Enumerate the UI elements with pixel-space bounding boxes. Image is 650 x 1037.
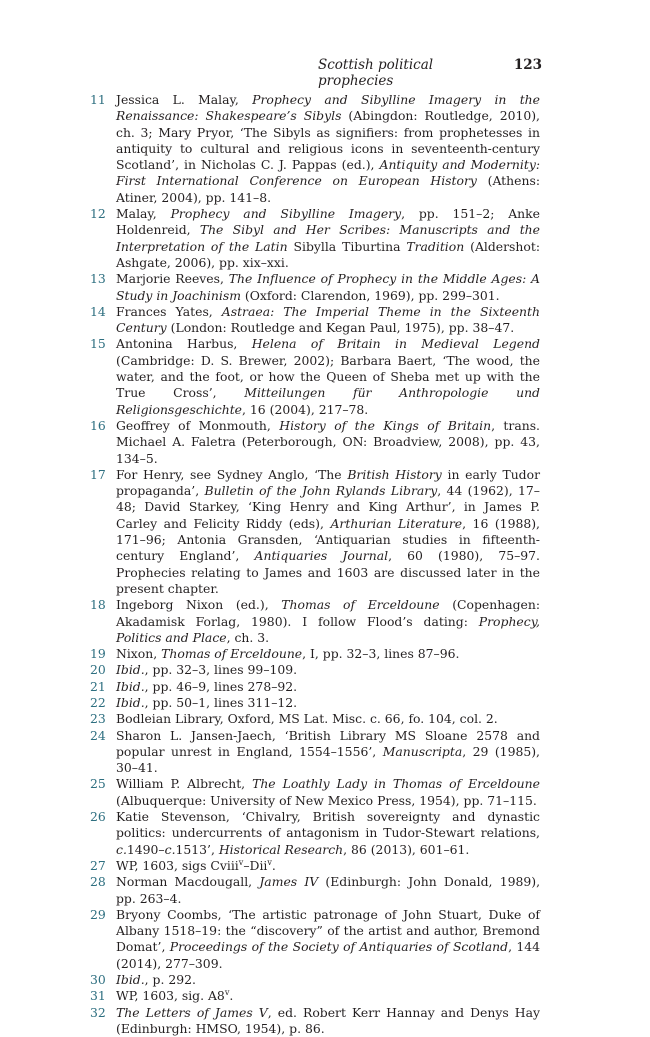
italic-title: Thomas of Erceldoune (161, 646, 303, 662)
italic-title: Historical Research (218, 841, 344, 857)
italic-title: The Letters of James V (116, 1004, 268, 1020)
citation-text: , pp. 50–1, lines 311–12. (144, 694, 298, 710)
endnote (90, 467, 540, 597)
page-number: 123 (513, 57, 542, 73)
endnote-text (116, 662, 540, 678)
citation-text: (Abingdon: Routledge, 2010), ch. 3; Mary Pryor, ‘The Sibyls as signifiers: from prophetesses in antiquity to cultural and religious icons in seventeenth-century Scotland’, in Nicholas C. J. Pappas (ed.), (116, 108, 541, 173)
italic-title: Manuscripta (382, 743, 463, 759)
citation-text: in early Tudor propaganda’, (116, 466, 540, 499)
endnote (90, 206, 540, 271)
italic-title: Ibid. (116, 662, 145, 678)
superscript: v (238, 857, 244, 867)
italic-title: Prophecy and Sibylline Imagery (170, 206, 402, 222)
citation-text: For Henry, see Sydney Anglo, ‘The (116, 466, 348, 482)
endnote-text (116, 679, 540, 695)
endnote (90, 92, 540, 206)
citation-text: , 60 (1980), 75–97. Prophecies relating to James and 1603 are discussed later in the present chapter. (116, 548, 540, 596)
citation-text: , 16 (1988), 171–96; Antonia Gransden, ‘Antiquarian studies in fifteenth-century England’, (116, 515, 540, 564)
italic-title: Arthurian Literature (330, 515, 463, 531)
endnote-text (116, 597, 540, 646)
citation-text: Ingeborg Nixon (ed.), (116, 597, 282, 613)
italic-title: Bulletin of the John Rylands Library (204, 483, 438, 499)
citation-text: 1513’, (175, 841, 219, 857)
endnote-number: 17 (90, 466, 106, 482)
citation-text: , ed. Robert Kerr Hannay and Denys Hay (Edinburgh: HMSO, 1954), p. 86. (116, 1004, 540, 1036)
endnote-number: 30 (90, 972, 106, 988)
endnote-number: 25 (90, 776, 106, 792)
italic-title: Antiquity and Modernity: First International Conference on European History (116, 157, 540, 189)
running-header (318, 57, 542, 89)
citation-text: . (271, 857, 276, 873)
citation-text: Antonina Harbus, (116, 336, 252, 352)
endnote-number: 29 (90, 906, 106, 922)
endnote-text (116, 776, 540, 809)
endnote-text (116, 467, 540, 597)
italic-title: Prophecy and Sibylline Imagery in the Renaissance: Shakespeare’s Sibyls (116, 92, 540, 124)
citation-text: Frances Yates, (116, 303, 222, 319)
citation-text: (Edinburgh: John Donald, 1989), pp. 263–4. (116, 874, 541, 906)
endnote-number: 18 (90, 597, 106, 613)
italic-title: The Loathly Lady in Thomas of Erceldoune (252, 776, 540, 792)
citation-text: , I, pp. 32–3, lines 87–96. (302, 646, 460, 662)
endnote-text (116, 809, 540, 858)
citation-text: Bryony Coombs, ‘The artistic patronage of John Stuart, Duke of Albany 1518–19: the “discovery” of the artist and author, Bremond Domat’, (116, 906, 540, 955)
endnote-number: 11 (90, 92, 106, 107)
endnote (90, 304, 540, 337)
endnote-text (116, 988, 540, 1004)
citation-text: , pp. 32–3, lines 99–109. (144, 662, 298, 678)
endnote-number: 32 (90, 1004, 106, 1020)
endnote-text (116, 336, 540, 417)
citation-text: WP, 1603, sigs Cviii (116, 857, 239, 873)
endnote (90, 972, 540, 988)
citation-text: William P. Albrecht, (116, 776, 253, 792)
endnote-text (116, 92, 540, 206)
endnote-text (116, 907, 540, 972)
citation-text: (Oxford: Clarendon, 1969), pp. 299–301. (240, 287, 500, 303)
endnote-number: 31 (90, 988, 106, 1004)
endnote-number: 19 (90, 646, 106, 662)
citation-text: (Copenhagen: Akadamisk Forlag, 1980). I follow Flood’s dating: (116, 597, 541, 629)
endnote-number: 15 (90, 336, 106, 352)
italic-title: Thomas of Erceldoune (281, 597, 440, 613)
endnote-text (116, 728, 540, 777)
italic-title: Prophecy, Politics and Place (116, 613, 540, 645)
endnotes-list (90, 92, 540, 1037)
citation-text: , 144 (2014), 277–309. (116, 939, 541, 971)
endnote (90, 271, 540, 304)
italic-title: The Influence of Prophecy in the Middle Ages: A Study in Joachinism (116, 271, 540, 303)
endnote-number: 27 (90, 857, 106, 873)
italic-title: Proceedings of the Society of Antiquaries of Scotland (169, 939, 509, 955)
running-title: Scottish political prophecies (318, 57, 434, 89)
italic-title: British History (347, 466, 442, 482)
endnote (90, 679, 540, 695)
italic-title: Ibid. (116, 694, 145, 710)
endnote (90, 874, 540, 907)
endnote (90, 1005, 540, 1037)
endnote-number: 13 (90, 271, 106, 287)
endnote-text (116, 304, 540, 337)
citation-text: Norman Macdougall, (116, 874, 260, 890)
citation-text: Nixon, (116, 646, 162, 662)
citation-text: , trans. Michael A. Faletra (Peterborough, ON: Broadview, 2008), pp. 43, 134–5. (116, 417, 540, 466)
citation-text: (Athens: Atiner, 2004), pp. 141–8. (116, 173, 540, 205)
endnote-number: 16 (90, 417, 106, 433)
citation-text: 1490– (126, 841, 165, 857)
italic-title: c. (164, 841, 176, 857)
italic-title: James IV (259, 874, 319, 890)
endnote-number: 26 (90, 809, 106, 825)
endnote (90, 728, 540, 777)
endnote-text (116, 858, 540, 874)
endnote (90, 418, 540, 467)
endnote-text (116, 646, 540, 662)
citation-text: . (229, 988, 234, 1004)
endnote-number: 21 (90, 678, 106, 694)
italic-title: Astraea: The Imperial Theme in the Sixteenth Century (116, 303, 540, 336)
endnote (90, 711, 540, 727)
citation-text: (Albuquerque: University of New Mexico Press, 1954), pp. 71–115. (116, 792, 537, 808)
endnote-number: 12 (90, 206, 106, 222)
citation-text: WP, 1603, sig. A8 (116, 988, 225, 1004)
endnote-text (116, 1005, 540, 1037)
italic-title: Ibid. (116, 678, 145, 694)
endnote (90, 646, 540, 662)
endnote-text (116, 418, 540, 467)
citation-text: Bodleian Library, Oxford, MS Lat. Misc. c. 66, fo. 104, col. 2. (116, 711, 498, 727)
italic-title: Antiquaries Journal (254, 548, 389, 564)
citation-text: (Cambridge: D. S. Brewer, 2002); Barbara Baert, ‘The wood, the water, and the foot, or how the Queen of Sheba met up with the True Cross’, (116, 352, 540, 401)
italic-title: c. (116, 841, 127, 857)
citation-text: , p. 292. (144, 972, 196, 988)
endnote (90, 662, 540, 678)
endnote-text (116, 711, 540, 727)
citation-text: (Aldershot: Ashgate, 2006), pp. xix–xxi. (116, 238, 540, 270)
citation-text: Jessica L. Malay, (116, 92, 253, 107)
citation-text: Malay, (116, 206, 171, 222)
citation-text: (London: Routledge and Kegan Paul, 1975), pp. 38–47. (166, 320, 515, 336)
citation-text: , 44 (1962), 17–48; David Starkey, ‘King Henry and King Arthur’, in James P. Carley and Felicity Riddy (eds), (116, 483, 540, 531)
endnote (90, 858, 540, 874)
endnote-number: 24 (90, 727, 106, 743)
citation-text: , ch. 3. (226, 629, 270, 645)
citation-text: Geoffrey of Monmouth, (116, 417, 280, 433)
citation-text: Sibylla Tiburtina (287, 238, 407, 254)
endnote (90, 809, 540, 858)
superscript: v (224, 988, 230, 998)
endnote-number: 28 (90, 874, 106, 890)
endnote-number: 23 (90, 711, 106, 727)
endnote-text (116, 874, 540, 907)
endnote (90, 988, 540, 1004)
citation-text: Sharon L. Jansen-Jaech, ‘British Library MS Sloane 2578 and popular unrest in England, 1554–1556’, (116, 727, 540, 759)
citation-text: Katie Stevenson, ‘Chivalry, British sovereignty and dynastic politics: undercurrents of antagonism in Tudor-Stewart relations, (116, 809, 540, 841)
endnote-text (116, 695, 540, 711)
citation-text: , pp. 46–9, lines 278–92. (144, 678, 298, 694)
citation-text: , 29 (1985), 30–41. (116, 743, 540, 776)
endnote-number: 14 (90, 303, 106, 319)
endnote-number: 20 (90, 662, 106, 678)
endnote (90, 597, 540, 646)
endnote-text (116, 271, 540, 304)
superscript: v (267, 857, 272, 867)
endnote-number: 22 (90, 694, 106, 710)
citation-text: , 86 (2013), 601–61. (343, 841, 470, 857)
citation-text: Marjorie Reeves, (116, 271, 229, 287)
citation-text: –Dii (243, 857, 268, 873)
italic-title: Helena of Britain in Medieval Legend (251, 336, 540, 352)
endnote (90, 336, 540, 417)
citation-text: , 16 (2004), 217–78. (242, 401, 369, 417)
italic-title: Ibid. (116, 972, 145, 988)
italic-title: Tradition (406, 238, 465, 254)
citation-text: , pp. 151–2; Anke Holdenreid, (116, 206, 540, 238)
italic-title: History of the Kings of Britain (279, 417, 492, 433)
endnote-text (116, 972, 540, 988)
endnote (90, 907, 540, 972)
italic-title: The Sibyl and Her Scribes: Manuscripts and the Interpretation of the Latin (116, 222, 540, 254)
endnote-text (116, 206, 540, 271)
italic-title: Mitteilungen für Anthropologie und Religionsgeschichte (116, 385, 540, 417)
endnote (90, 776, 540, 809)
endnote (90, 695, 540, 711)
